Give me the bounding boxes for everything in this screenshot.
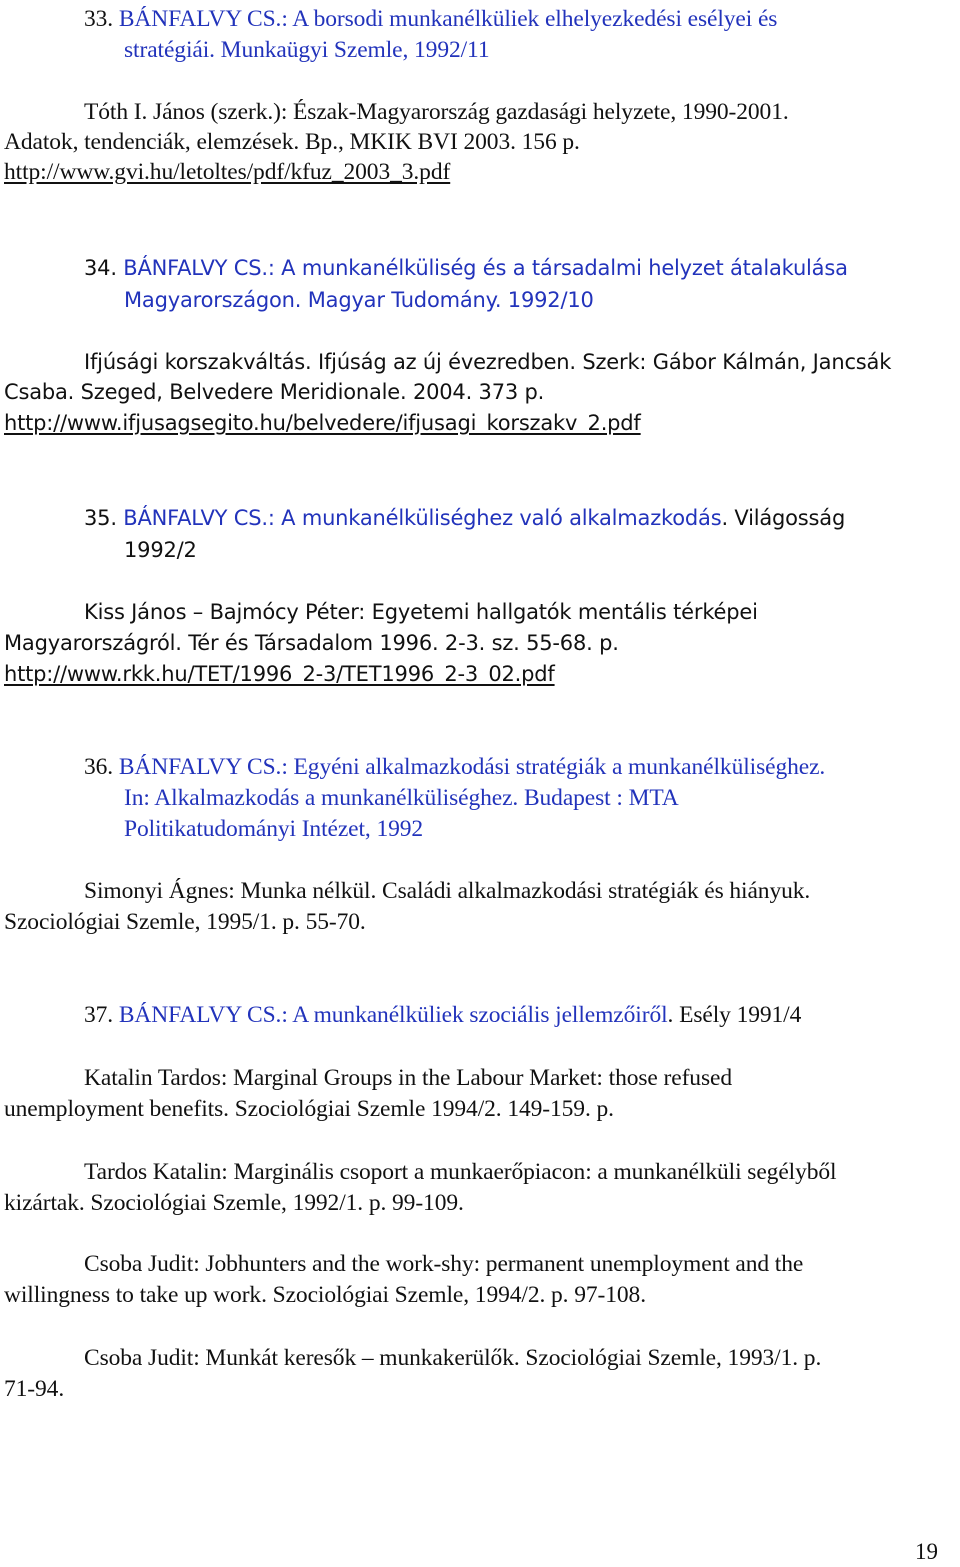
entry-title: : A munkanélküliség és a társadalmi helyzet átalakulása [267, 256, 848, 280]
entry-33-line-2: stratégiái. Munkaügyi Szemle, 1992/11 [124, 37, 490, 63]
ref-37-3-line-1: Csoba Judit: Jobhunters and the work-shy: permanent unemployment and the [84, 1251, 804, 1277]
entry-title: : Egyéni alkalmazkodási stratégiák a munkanélküliséghez. [281, 754, 826, 780]
entry-number: 34. [84, 256, 117, 280]
ref-34-1-line-1: Ifjúsági korszakváltás. Ifjúság az új évezredben. Szerk: Gábor Kálmán, Jancsák [84, 350, 892, 374]
ref-37-4-line-2: 71-94. [4, 1376, 65, 1402]
page-number: 19 [915, 1539, 938, 1564]
ref-37-1-line-2: unemployment benefits. Szociológiai Szemle 1994/2. 149-159. p. [4, 1096, 614, 1122]
ref-37-3-line-2: willingness to take up work. Szociológiai Szemle, 1994/2. p. 97-108. [4, 1282, 646, 1308]
entry-number: 33. [84, 6, 114, 32]
entry-35-line-1 [84, 503, 845, 533]
entry-36-line-1 [84, 752, 825, 782]
entry-author: BÁNFALVY CS. [123, 506, 268, 530]
entry-34-line-1 [84, 253, 848, 283]
ref-33-1-line-1: Tóth I. János (szerk.): Észak-Magyarország gazdasági helyzete, 1990-2001. [84, 99, 789, 125]
ref-34-1-line-2: Csaba. Szeged, Belvedere Meridionale. 2004. 373 p. [4, 380, 545, 404]
ref-35-1-url[interactable]: http://www.rkk.hu/TET/1996_2-3/TET1996_2-3_02.pdf [4, 662, 555, 686]
entry-author: BÁNFALVY CS. [118, 6, 282, 32]
entry-33-line-1 [84, 4, 777, 34]
ref-36-1-line-2: Szociológiai Szemle, 1995/1. p. 55-70. [4, 909, 366, 935]
entry-journal: . Esély 1991/4 [667, 1002, 802, 1028]
ref-33-1-url-line [4, 157, 450, 187]
ref-35-1-line-2: Magyarországról. Tér és Társadalom 1996. 2-3. sz. 55-68. p. [4, 631, 619, 655]
ref-35-1-line-1: Kiss János – Bajmócy Péter: Egyetemi hallgatók mentális térképei [84, 600, 758, 624]
ref-37-2-line-2: kizártak. Szociológiai Szemle, 1992/1. p. 99-109. [4, 1190, 464, 1216]
entry-number: 36. [84, 754, 114, 780]
ref-34-1-url[interactable]: http://www.ifjusagsegito.hu/belvedere/ifjusagi_korszakv_2.pdf [4, 411, 641, 435]
entry-journal: . Világosság [721, 506, 846, 530]
entry-author: BÁNFALVY CS. [118, 1002, 282, 1028]
entry-35-line-2: 1992/2 [124, 538, 197, 562]
ref-33-1-line-2: Adatok, tendenciák, elemzések. Bp., MKIK BVI 2003. 156 p. [4, 129, 580, 155]
entry-number: 35. [84, 506, 117, 530]
ref-37-1-line-1: Katalin Tardos: Marginal Groups in the Labour Market: those refused [84, 1065, 732, 1091]
ref-34-1-url-line [4, 408, 641, 438]
entry-title: : A borsodi munkanélküliek elhelyezkedési esélyei és [281, 6, 778, 32]
ref-37-2-line-1: Tardos Katalin: Marginális csoport a munkaerőpiacon: a munkanélküli segélyből [84, 1159, 837, 1185]
entry-36-line-3: Politikatudományi Intézet, 1992 [124, 816, 424, 842]
ref-33-1-url[interactable]: http://www.gvi.hu/letoltes/pdf/kfuz_2003_3.pdf [4, 159, 451, 185]
entry-title: : A munkanélküliséghez való alkalmazkodás [267, 506, 722, 530]
ref-37-4-line-1: Csoba Judit: Munkát keresők – munkakerülők. Szociológiai Szemle, 1993/1. p. [84, 1345, 822, 1371]
entry-author: BÁNFALVY CS. [123, 256, 268, 280]
entry-author: BÁNFALVY CS. [118, 754, 282, 780]
entry-37-line-1 [84, 1000, 801, 1030]
entry-title: : A munkanélküliek szociális jellemzőiről [281, 1002, 668, 1028]
entry-number: 37. [84, 1002, 114, 1028]
ref-35-1-url-line [4, 659, 555, 689]
entry-36-line-2: In: Alkalmazkodás a munkanélküliséghez. Budapest : MTA [124, 785, 679, 811]
entry-34-line-2: Magyarországon. Magyar Tudomány. 1992/10 [124, 288, 594, 312]
ref-36-1-line-1: Simonyi Ágnes: Munka nélkül. Családi alkalmazkodási stratégiák és hiányuk. [84, 878, 811, 904]
